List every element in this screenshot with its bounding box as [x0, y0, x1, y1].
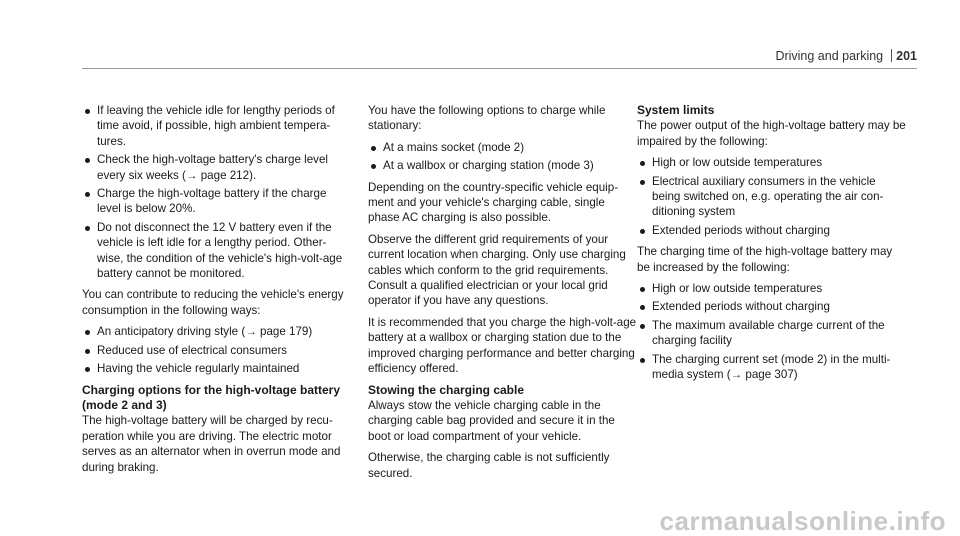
bullet-icon: [640, 324, 645, 329]
list-item: Extended periods without charging: [637, 299, 907, 314]
list-item: Reduced use of electrical consumers: [82, 343, 352, 358]
power-limits-list: [637, 155, 907, 238]
stationary-intro: You have the following options to charge while stationary:: [368, 104, 606, 133]
list-item: The maximum available charge current of the charging facility: [637, 318, 907, 349]
bullet-icon: [640, 358, 645, 363]
list-item: High or low outside temperatures: [637, 155, 907, 170]
bullet-icon: [85, 109, 90, 114]
paragraph: Always stow the vehicle charging cable in the charging cable bag provided and secure it in the boot or load compartment of your vehicle.: [368, 398, 615, 443]
bullet-icon: [85, 158, 90, 163]
bullet-icon: [85, 330, 90, 335]
paragraph: Observe the different grid requirements of your current location when charging. Only use charging cables which conform to the grid requirements. Consult a qualified electrician or your local grid operator if you have any questions.: [368, 232, 626, 308]
bullet-icon: [85, 349, 90, 354]
stationary-options-list: [368, 140, 638, 174]
bullet-icon: [85, 226, 90, 231]
list-item: At a mains socket (mode 2): [368, 140, 638, 155]
page-number: 201: [896, 49, 917, 63]
paragraph: The power output of the high-voltage battery may be impaired by the following:: [637, 119, 906, 148]
bullet-icon: [85, 192, 90, 197]
section-title: Driving and parking: [775, 49, 884, 63]
stowing-heading: Stowing the charging cable: [368, 382, 525, 397]
list-item: High or low outside temperatures: [637, 281, 907, 296]
bullet-icon: [85, 367, 90, 372]
list-item: Charge the high-voltage battery if the charge level is below 20%.: [82, 186, 352, 217]
list-item: Check the high-voltage battery's charge level every six weeks (→ page 212).: [82, 152, 352, 183]
bullet-icon: [640, 305, 645, 310]
charging-options-body: The high-voltage battery will be charged by recu-peration while you are driving. The electric motor serves as an alternator when in overrun mode and during braking.: [82, 414, 341, 474]
paragraph: It is recommended that you charge the high-volt-age battery at a wallbox or charging station due to the improved charging performance and better charging efficiency offered.: [368, 315, 637, 376]
list-item: Extended periods without charging: [637, 223, 907, 238]
column-left: [82, 103, 352, 481]
watermark: carmanualsonline.info: [659, 505, 946, 536]
bullet-icon: [640, 229, 645, 234]
bullet-icon: [640, 180, 645, 185]
system-limits-heading: System limits: [637, 103, 715, 117]
header-rule: [82, 68, 917, 69]
idle-tips-list: [82, 103, 352, 281]
energy-intro: You can contribute to reducing the vehicle's energy consumption in the following ways:: [82, 288, 344, 317]
column-right: [637, 103, 907, 389]
list-item: Electrical auxiliary consumers in the vehicle being switched on, e.g. operating the air con-ditioning system: [637, 174, 907, 220]
header-divider: [891, 49, 892, 62]
bullet-icon: [640, 161, 645, 166]
bullet-icon: [371, 164, 376, 169]
column-middle: [368, 103, 638, 487]
paragraph: Depending on the country-specific vehicle equip-ment and your vehicle's charging cable, single phase AC charging is also possible.: [368, 180, 619, 225]
paragraph: The charging time of the high-voltage battery may be increased by the following:: [637, 245, 893, 274]
charging-options-heading: Charging options for the high-voltage battery (mode 2 and 3): [82, 382, 340, 412]
page-header: [775, 49, 917, 64]
list-item: The charging current set (mode 2) in the multi-media system (→ page 307): [637, 352, 907, 383]
charging-time-list: [637, 281, 907, 382]
list-item: An anticipatory driving style (→ page 179): [82, 324, 352, 339]
list-item: Do not disconnect the 12 V battery even if the vehicle is left idle for a lengthy period. Other-wise, the condition of the vehicle's high-volt-age battery cannot be monitored.: [82, 220, 352, 282]
paragraph: Otherwise, the charging cable is not sufficiently secured.: [368, 451, 610, 480]
list-item: At a wallbox or charging station (mode 3): [368, 158, 638, 173]
bullet-icon: [640, 287, 645, 292]
list-item: Having the vehicle regularly maintained: [82, 361, 352, 376]
energy-tips-list: [82, 324, 352, 376]
bullet-icon: [371, 146, 376, 151]
list-item: If leaving the vehicle idle for lengthy periods of time avoid, if possible, high ambient tempera-tures.: [82, 103, 352, 149]
